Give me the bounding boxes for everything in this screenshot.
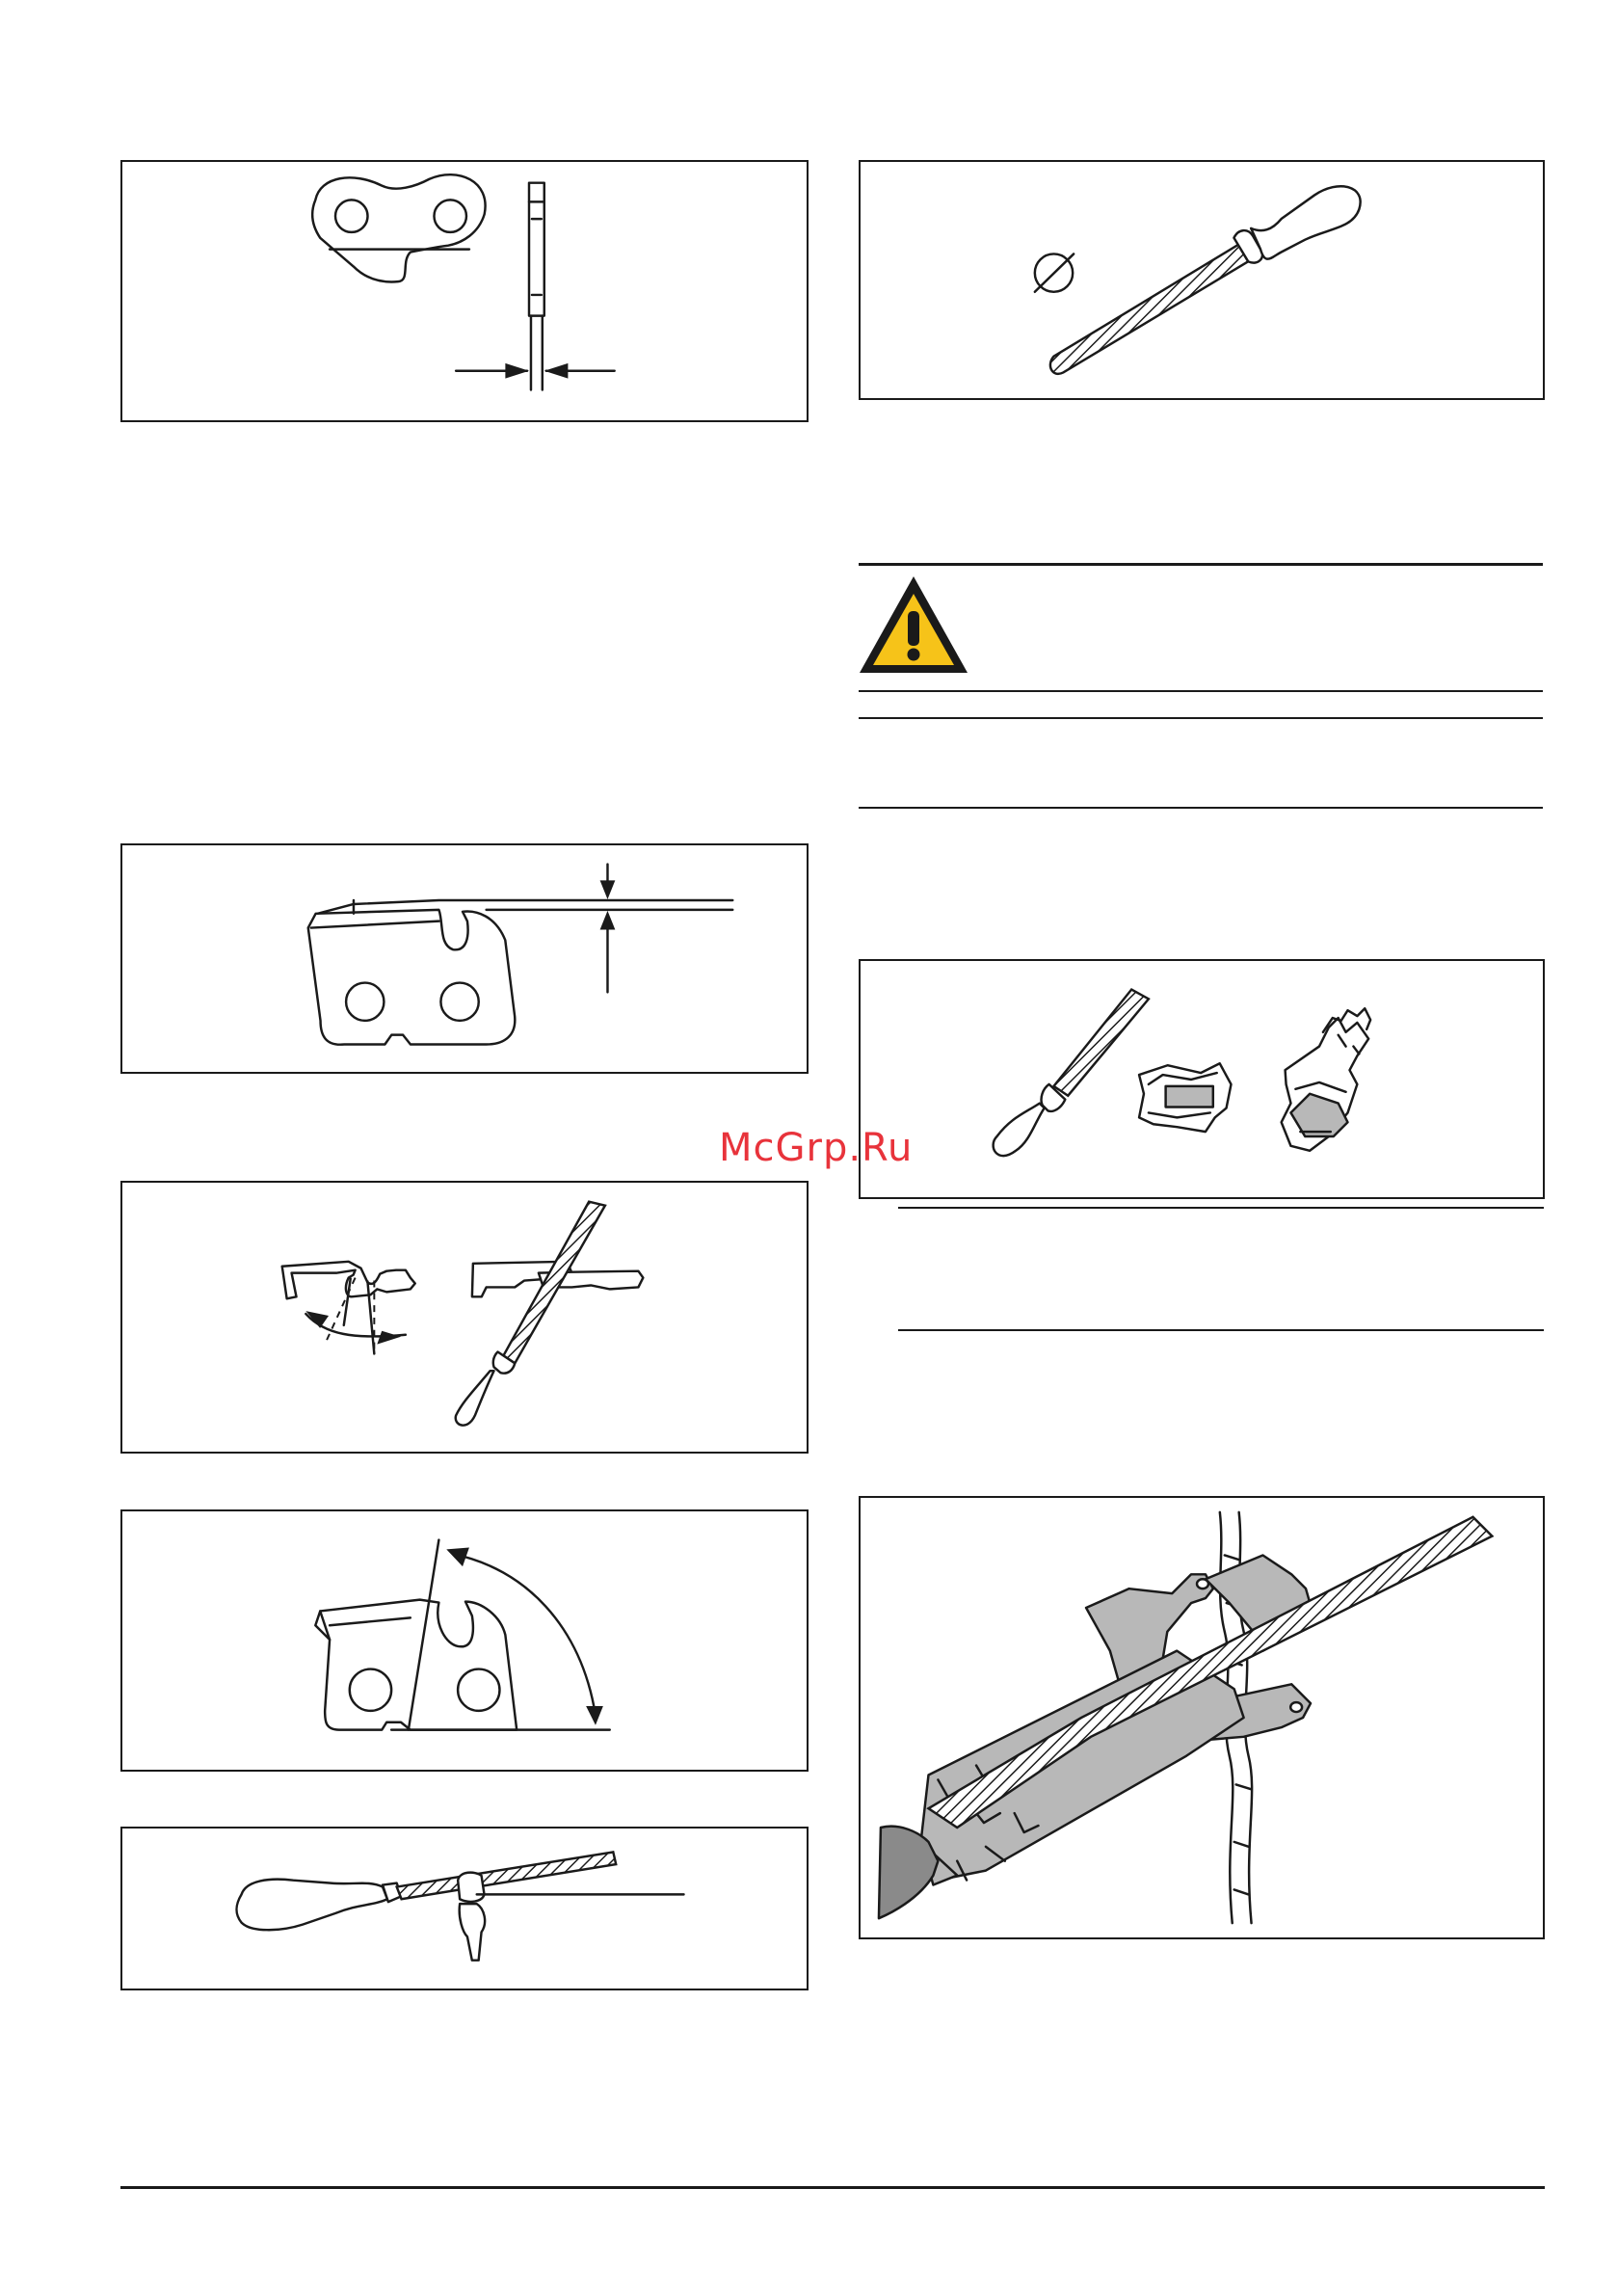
figure-file-holder-on-chain <box>859 1496 1545 1939</box>
watermark-text: McGrp.Ru <box>719 1126 914 1170</box>
round-file-illustration <box>861 162 1543 398</box>
figure-depth-gauge-setting <box>120 843 809 1074</box>
warning-triangle-icon <box>856 573 971 677</box>
top-plate-angle-illustration <box>122 1511 807 1770</box>
note-bottom-rule <box>898 1329 1544 1331</box>
warning-mid-rule <box>859 690 1543 692</box>
file-guide-on-bar-illustration <box>122 1829 807 1989</box>
figure-cutting-angle <box>120 1509 809 1772</box>
figure-file-guide-holder <box>120 1827 809 1990</box>
warning-bottom-rule <box>859 807 1543 809</box>
cutter-depth-illustration <box>122 845 807 1072</box>
figure-round-file-diameter <box>859 160 1545 400</box>
file-and-gauges-illustration <box>861 961 1543 1197</box>
warning-top-rule <box>859 563 1543 566</box>
file-holder-close-up-illustration <box>861 1498 1543 1937</box>
warning-rule <box>859 717 1543 719</box>
figure-filing-angle <box>120 1181 809 1454</box>
file-angle-illustration <box>122 1183 807 1452</box>
figure-file-tools <box>859 959 1545 1199</box>
figure-drive-link-gauge <box>120 160 809 422</box>
note-top-rule <box>898 1207 1544 1209</box>
page-footer-rule <box>120 2186 1545 2189</box>
drive-link-illustration <box>122 162 807 420</box>
